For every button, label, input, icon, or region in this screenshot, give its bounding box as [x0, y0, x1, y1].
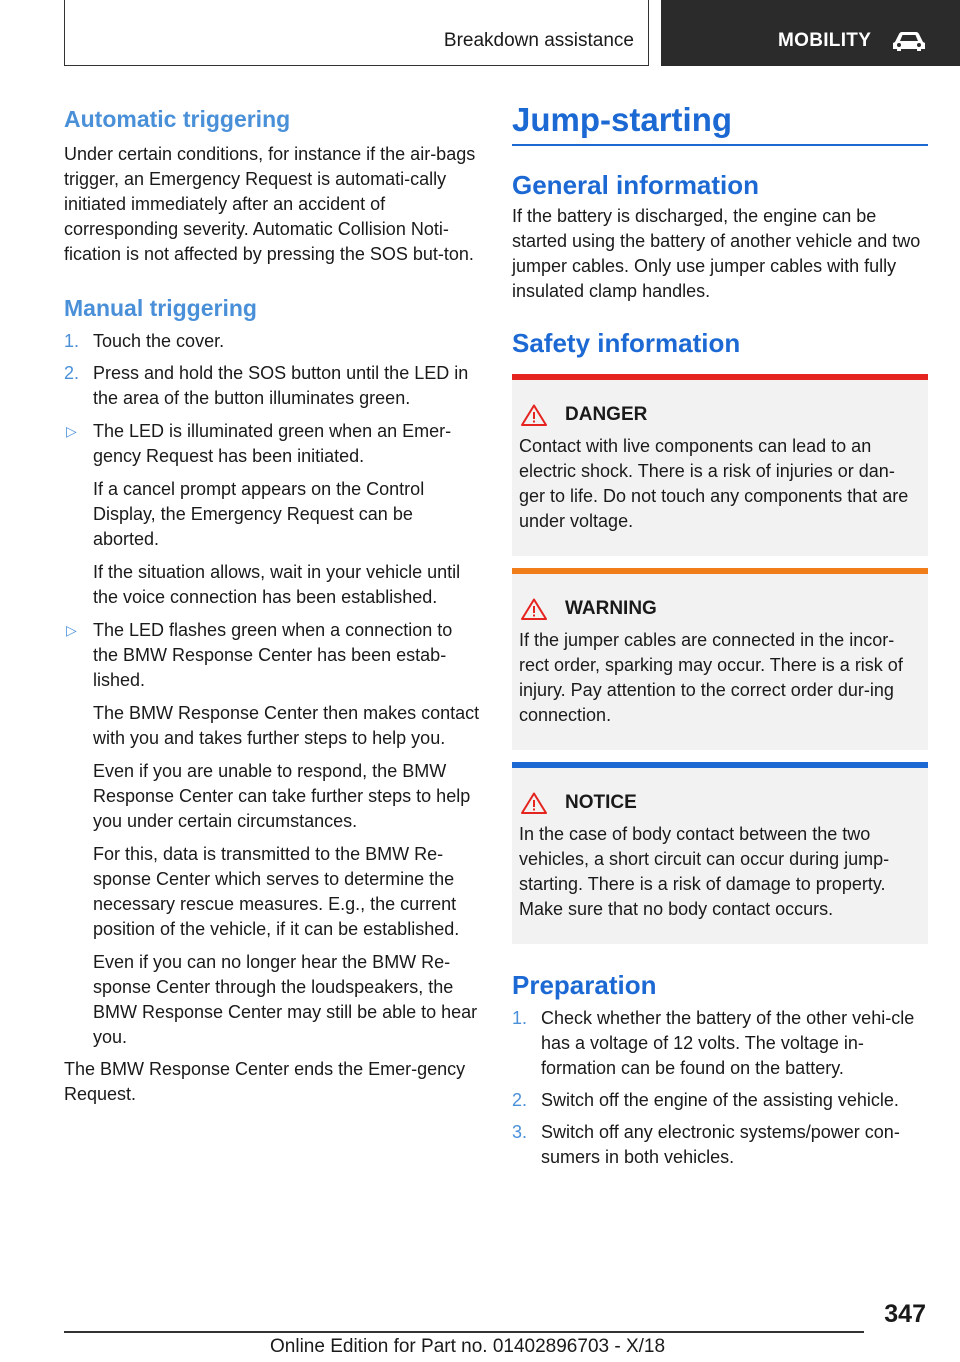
notice-text: In the case of body contact between the two vehicles, a short circuit can occur during jump-starting. There is a risk of damage to property. Make sure that no body contact occurs. [519, 824, 890, 919]
danger-text: Contact with live components can lead to an electric shock. There is a risk of injuries or dan-ger to life. Do not touch any components that are under voltage. [519, 436, 909, 531]
warning-label: WARNING [565, 598, 657, 619]
step-number: 2. [64, 363, 80, 383]
step-text: Switch off the engine of the assisting vehicle. [541, 1090, 899, 1110]
safety-information-heading: Safety information [512, 328, 741, 358]
list-item [64, 329, 480, 354]
bullet-marker: ▷ [66, 423, 77, 439]
step-text: Switch off any electronic systems/power con-sumers in both vehicles. [541, 1122, 900, 1167]
page-number: 347 [884, 1300, 926, 1328]
manual-triggering-heading: Manual triggering [64, 295, 257, 321]
car-icon [891, 30, 927, 52]
warning-box [512, 568, 928, 750]
danger-label: DANGER [565, 404, 648, 425]
list-item [64, 361, 480, 411]
notice-box [512, 762, 928, 944]
general-information-heading: General information [512, 170, 760, 200]
list-item [512, 1006, 928, 1081]
step-number: 3. [512, 1122, 528, 1142]
sub-paragraph: For this, data is transmitted to the BMW Re-sponse Center which serves to determine the necessary rescue measures. E.g., the current position of the vehicle, if it can be established. [93, 844, 460, 939]
sub-paragraph: The BMW Response Center then makes contact with you and takes further steps to help you. [93, 703, 480, 748]
closing-text: The BMW Response Center ends the Emer-gency Request. [64, 1059, 466, 1104]
chapter-title: MOBILITY [778, 30, 872, 51]
danger-box [512, 374, 928, 556]
sub-paragraph: If a cancel prompt appears on the Control Display, the Emergency Request can be aborted. [93, 479, 425, 549]
list-item [512, 1088, 928, 1113]
heading-rule [512, 144, 928, 146]
automatic-triggering-text: Under certain conditions, for instance if the air-bags trigger, an Emergency Request is automati-cally initiated immediately after an accident of corresponding severity. Automatic Collision Noti-fication is not affected by pressing the SOS but-ton. [64, 144, 476, 264]
header-chapter-tab[interactable] [661, 0, 960, 66]
step-number: 1. [512, 1008, 528, 1028]
step-number: 1. [64, 331, 80, 351]
warning-text: If the jumper cables are connected in the incor-rect order, sparking may occur. There is a risk of injury. Pay attention to the correct order dur-ing connection. [519, 630, 903, 725]
manual-steps-list [64, 329, 480, 411]
warning-triangle-icon [521, 598, 547, 620]
footer-rule [64, 1331, 864, 1333]
warning-triangle-icon [521, 404, 547, 426]
header-section-box [64, 0, 649, 66]
left-column [64, 98, 480, 1107]
bullet-text: The LED flashes green when a connection to the BMW Response Center has been estab-lished. [93, 620, 453, 690]
automatic-triggering-heading: Automatic triggering [64, 106, 291, 132]
led-flashes-bullet [64, 618, 480, 693]
bullet-text: The LED is illuminated green when an Emer-gency Request has been initiated. [93, 421, 452, 466]
notice-label: NOTICE [565, 792, 637, 813]
jump-starting-heading: Jump-starting [512, 101, 733, 138]
right-column [512, 98, 928, 1177]
bullet-marker: ▷ [66, 622, 77, 638]
sub-paragraph: Even if you can no longer hear the BMW Re-sponse Center through the loudspeakers, the BMW Response Center may still be able to hear you. [93, 952, 478, 1047]
step-text: Press and hold the SOS button until the LED in the area of the button illuminates green. [93, 363, 469, 408]
led-green-bullet [64, 419, 480, 469]
step-text: Check whether the battery of the other vehi-cle has a voltage of 12 volts. The voltage in-formation can be found on the battery. [541, 1008, 915, 1078]
sub-paragraph: If the situation allows, wait in your vehicle until the voice connection has been established. [93, 562, 461, 607]
step-text: Touch the cover. [93, 331, 225, 351]
sub-paragraph: Even if you are unable to respond, the BMW Response Center can take further steps to help you under certain circumstances. [93, 761, 471, 831]
list-item [512, 1120, 928, 1170]
edition-text: Online Edition for Part no. 01402896703 - X/18 [270, 1336, 666, 1357]
warning-triangle-icon [521, 792, 547, 814]
section-title: Breakdown assistance [443, 30, 634, 51]
general-information-text: If the battery is discharged, the engine can be started using the battery of another vehicle and two jumper cables. Only use jumper cables with fully insulated clamp handles. [512, 206, 921, 301]
preparation-heading: Preparation [512, 970, 657, 1000]
preparation-steps-list [512, 1006, 928, 1170]
step-number: 2. [512, 1090, 528, 1110]
